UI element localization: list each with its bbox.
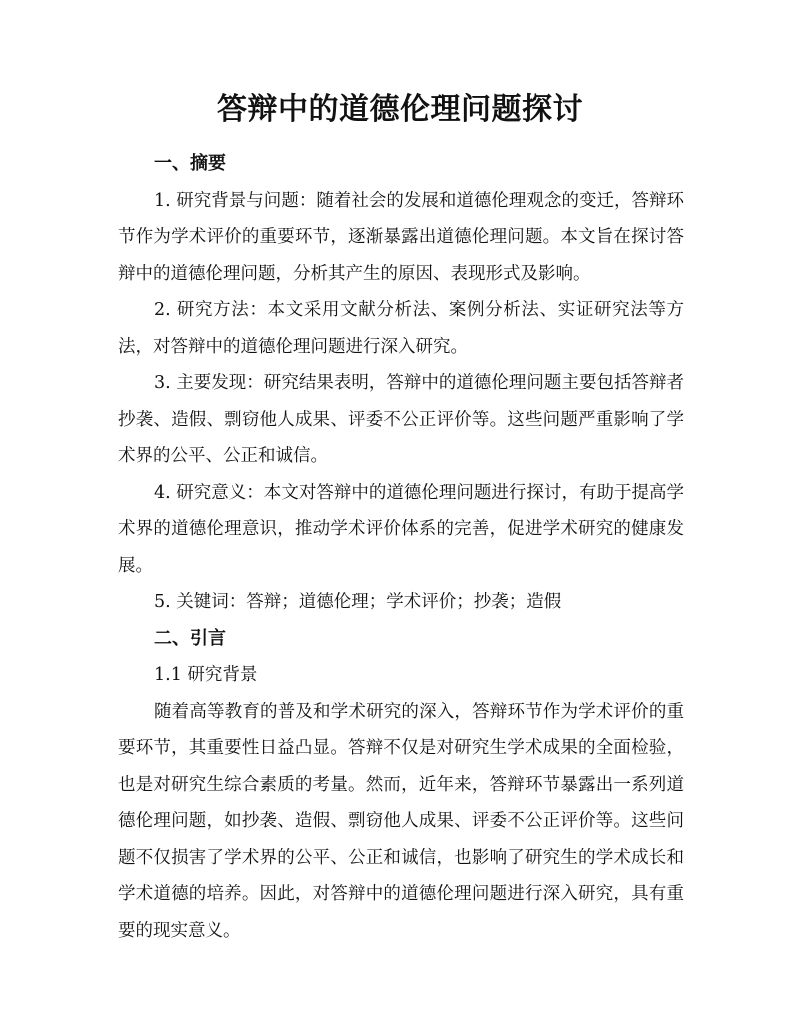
- abstract-item-1: 1. 研究背景与问题：随着社会的发展和道德伦理观念的变迁，答辩环节作为学术评价的重要环节，逐渐暴露出道德伦理问题。本文旨在探讨答辩中的道德伦理问题，分析其产生的原因、表现形式及影响。: [118, 190, 684, 284]
- document-title: 答辩中的道德伦理问题探讨: [217, 92, 583, 127]
- intro-paragraph: 随着高等教育的普及和学术研究的深入，答辩环节作为学术评价的重要环节，其重要性日益凸显。答辩不仅是对研究生学术成果的全面检验，也是对研究生综合素质的考量。然而，近年来，答辩环节暴露出一系列道德伦理问题，如抄袭、造假、剽窃他人成果、评委不公正评价等。这些问题不仅损害了学术界的公平、公正和诚信，也影响了研究生的学术成长和学术道德的培养。因此，对答辩中的道德伦理问题进行深入研究，具有重要的现实意义。: [118, 701, 684, 941]
- abstract-item-2: 2. 研究方法：本文采用文献分析法、案例分析法、实证研究法等方法，对答辩中的道德伦理问题进行深入研究。: [118, 300, 684, 357]
- document-body: [118, 146, 684, 949]
- section-heading-abstract: 一、摘要: [154, 153, 226, 174]
- subsection-heading-background: 1.1 研究背景: [154, 665, 258, 685]
- abstract-item-5-keywords: 5. 关键词：答辩；道德伦理；学术评价；抄袭；造假: [154, 592, 562, 612]
- abstract-item-4: 4. 研究意义：本文对答辩中的道德伦理问题进行探讨，有助于提高学术界的道德伦理意识，推动学术评价体系的完善，促进学术研究的健康发展。: [118, 482, 684, 576]
- section-heading-intro: 二、引言: [154, 627, 226, 649]
- abstract-item-3: 3. 主要发现：研究结果表明，答辩中的道德伦理问题主要包括答辩者抄袭、造假、剽窃他人成果、评委不公正评价等。这些问题严重影响了学术界的公平、公正和诚信。: [118, 373, 684, 466]
